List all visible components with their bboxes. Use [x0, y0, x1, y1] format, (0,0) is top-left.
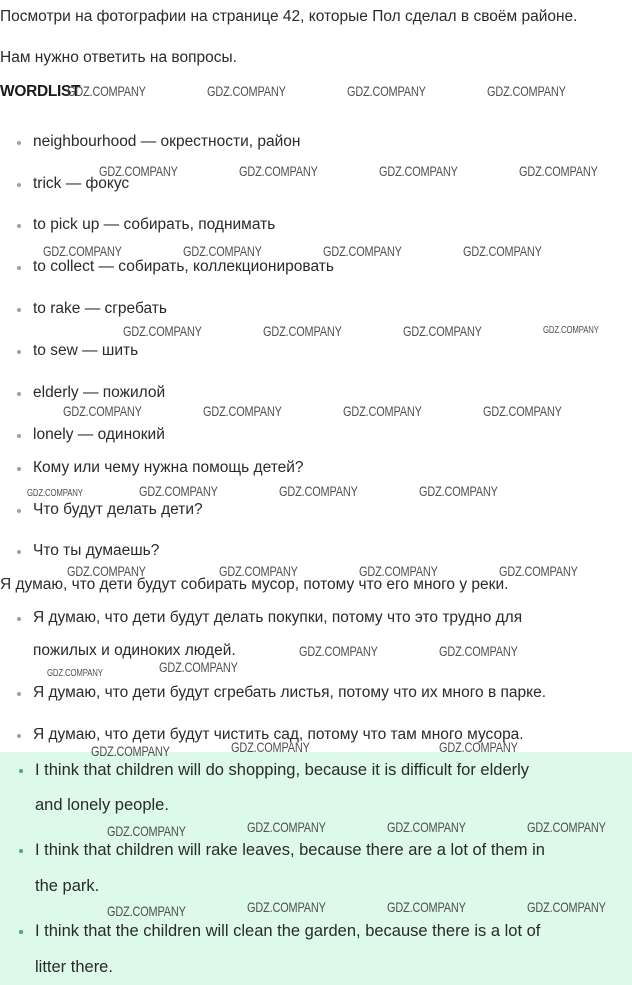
watermark: GDZ.COMPANY — [543, 325, 599, 336]
watermark: GDZ.COMPANY — [387, 819, 466, 835]
watermark: GDZ.COMPANY — [483, 403, 562, 419]
watermark: GDZ.COMPANY — [519, 163, 598, 179]
watermark: GDZ.COMPANY — [463, 243, 542, 259]
bullet-icon — [17, 467, 21, 471]
watermark: GDZ.COMPANY — [263, 323, 342, 339]
answer-intro: Я думаю, что дети будут собирать мусор, потому что его много у реки. — [0, 576, 509, 593]
bullet-icon — [17, 350, 21, 354]
watermark: GDZ.COMPANY — [299, 643, 378, 659]
watermark: GDZ.COMPANY — [379, 163, 458, 179]
watermark: GDZ.COMPANY — [91, 743, 170, 759]
watermark: GDZ.COMPANY — [47, 668, 103, 679]
watermark: GDZ.COMPANY — [231, 739, 310, 755]
bullet-icon — [17, 734, 21, 738]
intro-line-1: Посмотри на фотографии на странице 42, которые Пол сделал в своём районе. — [0, 8, 578, 25]
watermark: GDZ.COMPANY — [347, 83, 426, 99]
bullet-icon — [17, 509, 21, 513]
bullet-icon — [17, 550, 21, 554]
watermark: GDZ.COMPANY — [359, 563, 438, 579]
watermark: GDZ.COMPANY — [183, 243, 262, 259]
watermark: GDZ.COMPANY — [239, 163, 318, 179]
watermark: GDZ.COMPANY — [247, 899, 326, 915]
watermark: GDZ.COMPANY — [107, 903, 186, 919]
watermark: GDZ.COMPANY — [527, 819, 606, 835]
bullet-icon — [17, 183, 21, 187]
watermark: GDZ.COMPANY — [159, 659, 238, 675]
watermark: GDZ.COMPANY — [403, 323, 482, 339]
watermark: GDZ.COMPANY — [139, 483, 218, 499]
watermark: GDZ.COMPANY — [323, 243, 402, 259]
watermark: GDZ.COMPANY — [219, 563, 298, 579]
watermark: GDZ.COMPANY — [419, 483, 498, 499]
english-answers-highlight: I think that children will do shopping, because it is difficult for elderly and lonely people. I think that children will rake leaves, because there are a lot of them in the park. I think that the children will clean the garden, because there is a lot of litter there. — [0, 752, 632, 985]
watermark: GDZ.COMPANY — [279, 483, 358, 499]
wordlist-title: WORDLIST — [0, 83, 81, 100]
watermark: GDZ.COMPANY — [123, 323, 202, 339]
bullet-icon — [17, 392, 21, 396]
watermark: GDZ.COMPANY — [99, 163, 178, 179]
bullet-icon — [19, 769, 23, 773]
watermark: GDZ.COMPANY — [43, 243, 122, 259]
bullet-icon — [17, 617, 21, 621]
bullet-icon — [17, 434, 21, 438]
watermark: GDZ.COMPANY — [203, 403, 282, 419]
watermark: GDZ.COMPANY — [487, 83, 566, 99]
watermark: GDZ.COMPANY — [67, 563, 146, 579]
watermark: GDZ.COMPANY — [439, 643, 518, 659]
watermark: GDZ.COMPANY — [67, 83, 146, 99]
watermark: GDZ.COMPANY — [207, 83, 286, 99]
intro-line-2: Нам нужно ответить на вопросы. — [0, 49, 237, 66]
watermark: GDZ.COMPANY — [387, 899, 466, 915]
watermark: GDZ.COMPANY — [439, 739, 518, 755]
bullet-icon — [19, 849, 23, 853]
watermark: GDZ.COMPANY — [527, 899, 606, 915]
watermark: GDZ.COMPANY — [343, 403, 422, 419]
bullet-icon — [19, 930, 23, 934]
watermark: GDZ.COMPANY — [499, 563, 578, 579]
watermark: GDZ.COMPANY — [27, 488, 83, 499]
watermark: GDZ.COMPANY — [107, 823, 186, 839]
bullet-icon — [17, 308, 21, 312]
bullet-icon — [17, 692, 21, 696]
list-item-continuation: litter there. — [35, 958, 113, 976]
list-item-continuation: пожилых и одиноких людей. — [33, 642, 236, 659]
watermark: GDZ.COMPANY — [63, 403, 142, 419]
bullet-icon — [17, 141, 21, 145]
list-item-continuation: the park. — [35, 877, 100, 895]
bullet-icon — [17, 224, 21, 228]
bullet-icon — [17, 266, 21, 270]
list-item-continuation: and lonely people. — [35, 796, 169, 814]
watermark: GDZ.COMPANY — [247, 819, 326, 835]
